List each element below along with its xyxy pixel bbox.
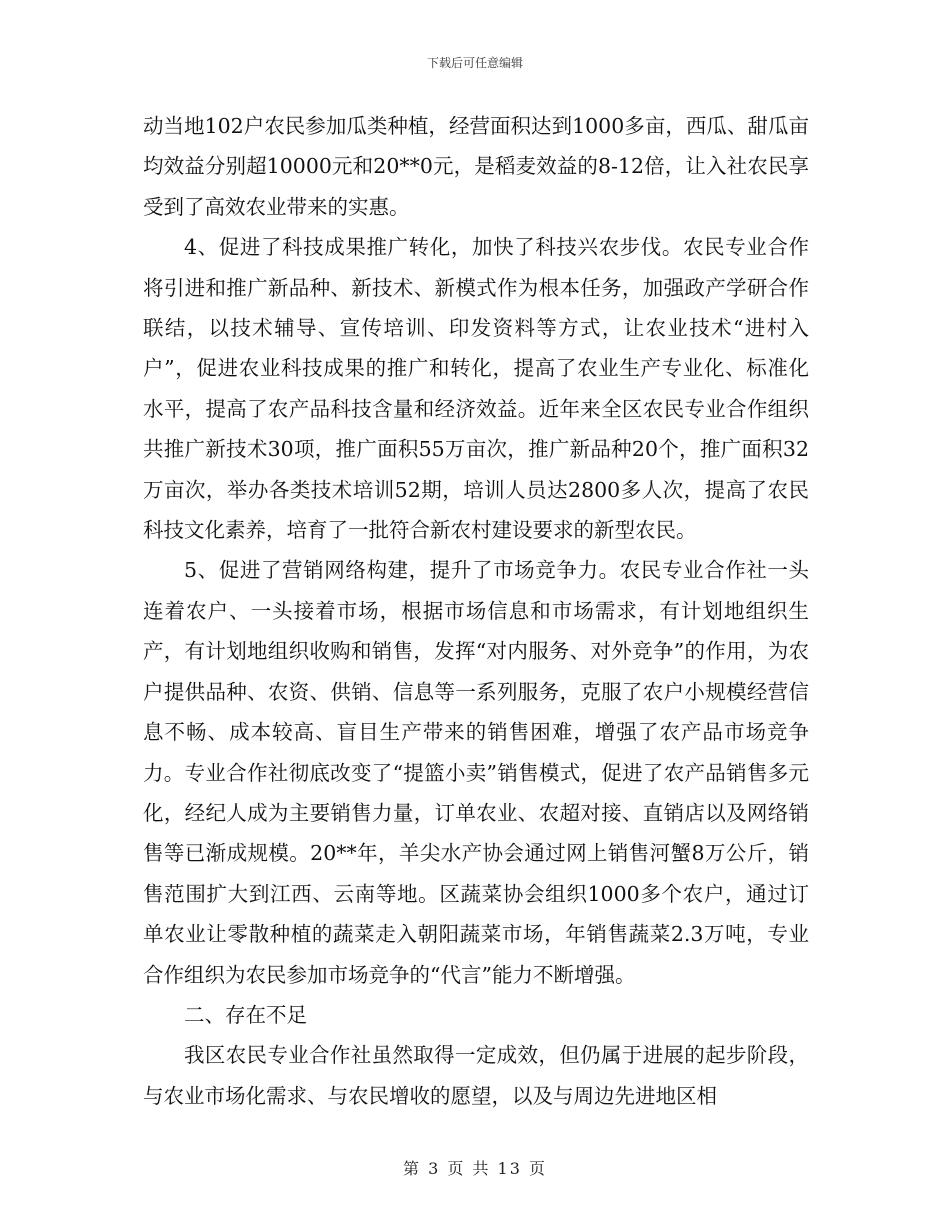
paragraph-deficiencies: 我区农民专业合作社虽然取得一定成效，但仍属于进展的起步阶段，与农业市场化需求、与农民增收的愿望，以及与周边先进地区相: [143, 1043, 809, 1108]
section-heading: 二、存在不足: [184, 1002, 307, 1027]
page-header: 下载后可任意编辑: [426, 56, 523, 70]
page-footer: 第 3 页 共 13 页: [403, 1159, 547, 1178]
document-body: [143, 106, 809, 1116]
paragraph-continuation: 动当地102户农民参加瓜类种植，经营面积达到1000多亩，西瓜、甜瓜亩均效益分别超10000元和20**0元，是稻麦效益的8-12倍，让入社农民享受到了高效农业带来的实惠。: [143, 114, 809, 219]
paragraph-item-4: 4、促进了科技成果推广转化，加快了科技兴农步伐。农民专业合作将引进和推广新品种、新技术、新模式作为根本任务，加强政产学研合作联结，以技术辅导、宣传培训、印发资料等方式，让农业技术“进村入户”，促进农业科技成果的推广和转化，提高了农业生产专业化、标准化水平，提高了农产品科技含量和经济效益。近年来全区农民专业合作组织共推广新技术30项，推广面积55万亩次，推广新品种20个，推广面积32万亩次，举办各类技术培训52期，培训人员达2800多人次，提高了农民科技文化素养，培育了一批符合新农村建设要求的新型农民。: [143, 235, 809, 543]
paragraph-item-5: 5、促进了营销网络构建，提升了市场竞争力。农民专业合作社一头连着农户、一头接着市场，根据市场信息和市场需求，有计划地组织生产，有计划地组织收购和销售，发挥“对内服务、对外竞争”的作用，为农户提供品种、农资、供销、信息等一系列服务，克服了农户小规模经营信息不畅、成本较高、盲目生产带来的销售困难，增强了农产品市场竞争力。专业合作社彻底改变了“提篮小卖”销售模式，促进了农产品销售多元化，经纪人成为主要销售力量，订单农业、农超对接、直销店以及网络销售等已渐成规模。20**年，羊尖水产协会通过网上销售河蟹8万公斤，销售范围扩大到江西、云南等地。区蔬菜协会组织1000多个农户，通过订单农业让零散种植的蔬菜走入朝阳蔬菜市场，年销售蔬菜2.3万吨，专业合作组织为农民参加市场竞争的“代言”能力不断增强。: [143, 558, 809, 987]
